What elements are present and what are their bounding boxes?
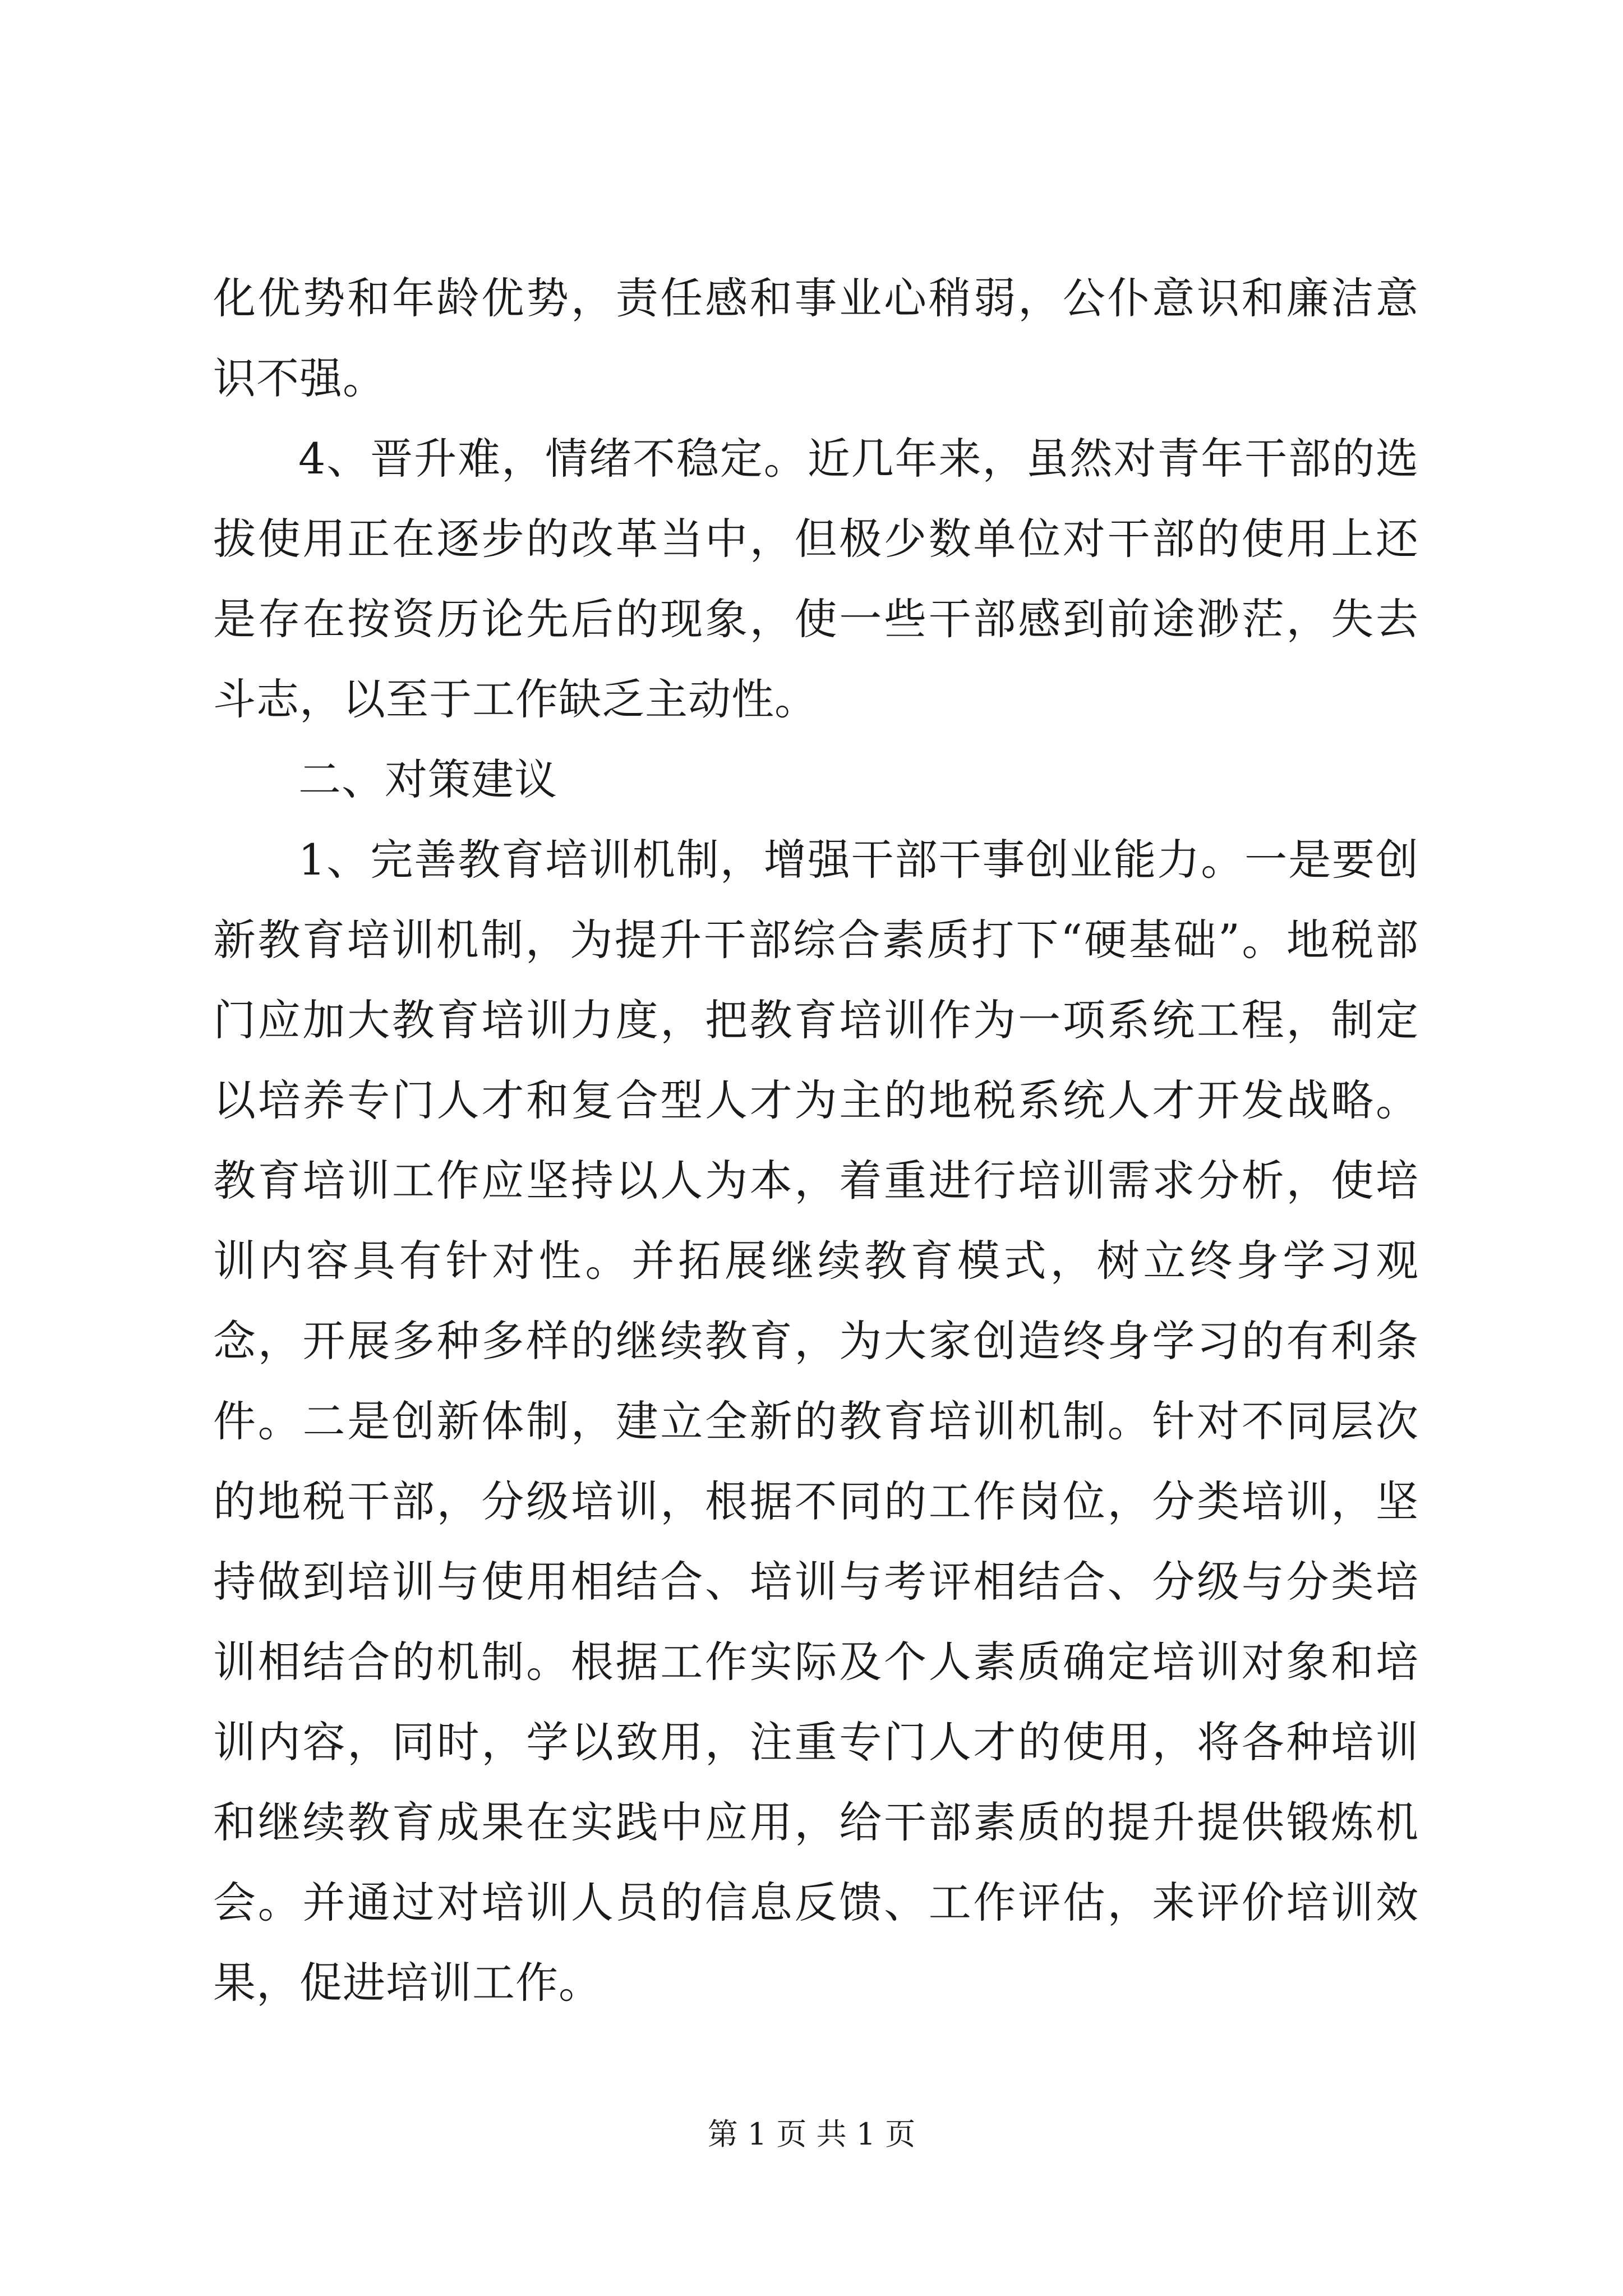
paragraph-continuation: 化优势和年龄优势，责任感和事业心稍弱，公仆意识和廉洁意识不强。 — [213, 273, 1419, 403]
section-heading-countermeasures: 二、对策建议 — [298, 754, 557, 804]
paragraph-point-1: 1、完善教育培训机制，增强干部干事创业能力。一是要创新教育培训机制，为提升干部综合素质打下“硬基础”。地税部门应加大教育培训力度，把教育培训作为一项系统工程，制定以培养专门人才和复合型人才为主的地税系统人才开发战略。教育培训工作应坚持以人为本，着重进行培训需求分析，使培训内容具有针对性。并拓展继续教育模式，树立终身学习观念，开展多种多样的继续教育，为大家创造终身学习的有利条件。二是创新体制，建立全新的教育培训机制。针对不同层次的地税干部，分级培训，根据不同的工作岗位，分类培训，坚持做到培训与使用相结合、培训与考评相结合、分级与分类培训相结合的机制。根据工作实际及个人素质确定培训对象和培训内容，同时，学以致用，注重专门人才的使用，将各种培训和继续教育成果在实践中应用，给干部素质的提升提供锻炼机会。并通过对培训人员的信息反馈、工作评估，来评价培训效果，促进培训工作。 — [213, 835, 1419, 2008]
paragraph-point-4: 4、晋升难，情绪不稳定。近几年来，虽然对青年干部的选拔使用正在逐步的改革当中，但极少数单位对干部的使用上还是存在按资历论先后的现象，使一些干部感到前途渺茫，失去斗志，以至于工作缺乏主动性。 — [213, 434, 1419, 724]
document-body — [213, 258, 1419, 2023]
page-footer: 第 1 页 共 1 页 — [707, 2116, 916, 2152]
